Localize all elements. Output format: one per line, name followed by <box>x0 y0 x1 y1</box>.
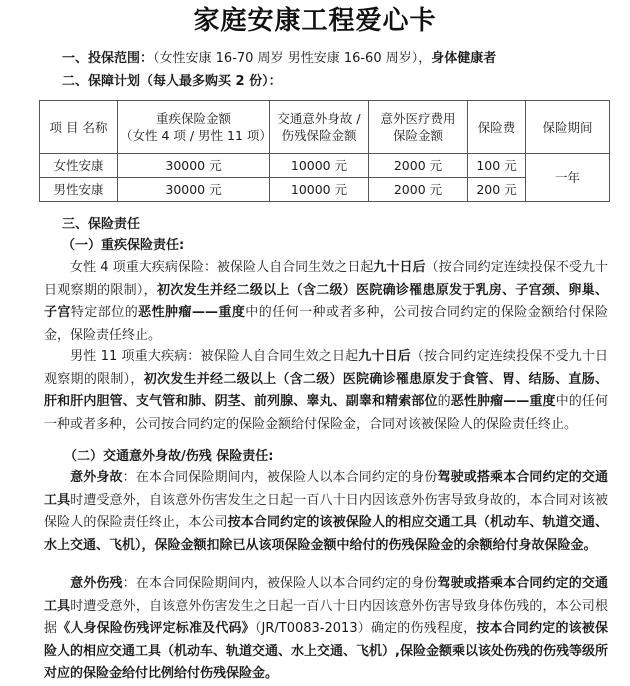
disability-label: 意外伤残 <box>70 576 123 591</box>
row-traffic: 10000 元 <box>270 154 369 178</box>
row-name: 女性安康 <box>40 154 118 178</box>
col-traffic-accident-line1: 交通意外身故 / <box>277 111 361 126</box>
row-premium: 100 元 <box>468 154 526 178</box>
female-bold-3: 恶性肿瘤——重度 <box>138 305 246 320</box>
disability-bold-3: 按本合同约定的该被保险人的相应交通工具（机动车、轨道交通、水上交通、飞机）,保险金额乘以该处伤残的伤残等级所对应的保险金给付比例给付伤残保险金。 <box>44 621 608 681</box>
col-premium: 保险费 <box>468 101 526 154</box>
accidental-disability-paragraph <box>44 573 608 686</box>
male-bold-2: 初次发生并经二级以上（含二级）医院确诊罹患原发于食管、胃、结肠、直肠、肝和肝内胆管、支气管和肺、阴茎、前列腺、睾丸、副睾和精索部位 <box>44 371 608 409</box>
disability-bold-2: 《人身保险伤残评定标准及代码》 <box>57 621 255 636</box>
death-label: 意外身故 <box>70 470 123 485</box>
female-bold-2: 初次发生并经二级以上（含二级）医院确诊罹患原发于乳房、子宫颈、卵巢、子宫 <box>44 282 608 320</box>
plan-heading: 二、保障计划（每人最多购买 2 份）： <box>62 74 282 89</box>
female-text-3: 特定部位的 <box>70 305 139 320</box>
male-critical-paragraph <box>44 346 608 436</box>
death-text-2: 时遭受意外，自该意外伤害发生之日起一百八十日内因该意外伤害导致身故的，本合同对该被保险人的保险责任终止，本公司 <box>44 492 608 530</box>
male-text-1: 男性 11 项重大疾病：被保险人自合同生效之日起 <box>70 349 359 364</box>
row-critical: 30000 元 <box>118 154 270 178</box>
disability-bold-1: 驾驶或搭乘本合同约定的交通工具 <box>44 576 608 614</box>
liability-heading: 三、保险责任 <box>62 217 141 232</box>
female-text-1: 女性 4 项重大疾病保险：被保险人自合同生效之日起 <box>70 260 374 275</box>
coverage-scope-text: （女性安康 16-70 周岁 男性安康 16-60 周岁）， <box>153 51 432 66</box>
table-header-row <box>40 101 610 154</box>
col-traffic-accident-line2: 伤残保险金额 <box>281 128 357 143</box>
card-title: 家庭安康工程爱心卡 <box>193 6 437 36</box>
row-critical: 30000 元 <box>118 178 270 202</box>
death-text-1: ：在本合同保险期间内，被保险人以本合同约定的身份 <box>122 470 438 485</box>
male-bold-1: 九十日后 <box>358 349 411 364</box>
accidental-death-paragraph <box>44 467 608 557</box>
female-text-4: 中的任何一种或者多种，公司按合同约定的保险金额给付保险金，保险责任终止。 <box>44 305 608 343</box>
male-bold-3: 恶性肿瘤——重度 <box>450 394 556 409</box>
disability-text-3: （JR/T0083-2013）确定的伤残程度， <box>254 621 477 636</box>
female-text-2: （按合同约定连续投保不受九十日观察期的限制）， <box>44 260 608 298</box>
col-medical <box>369 101 468 154</box>
row-medical: 2000 元 <box>369 154 468 178</box>
male-text-2: （按合同约定连续投保不受九十日观察期的限制）， <box>44 349 608 387</box>
coverage-scope-condition: 身体健康者 <box>431 51 497 66</box>
traffic-accident-subheading: （二）交通意外身故/伤残 保险责任: <box>64 449 274 464</box>
female-critical-paragraph <box>44 257 608 347</box>
plan-table <box>39 100 610 202</box>
row-name: 男性安康 <box>40 178 118 202</box>
coverage-scope-heading: 一、投保范围： <box>62 51 154 66</box>
col-critical-illness-line1: 重疾保险金额 <box>155 111 231 126</box>
critical-illness-subheading: （一）重疾保险责任: <box>62 238 185 253</box>
death-bold-1: 驾驶或搭乘本合同约定的交通工具 <box>44 470 608 508</box>
col-critical-illness-line2: （女性 4 项 / 男性 11 项） <box>120 128 272 143</box>
female-bold-1: 九十日后 <box>373 260 426 275</box>
row-premium: 200 元 <box>468 178 526 202</box>
row-period: 一年 <box>526 154 610 202</box>
table-row <box>40 178 610 202</box>
col-period: 保险期间 <box>526 101 610 154</box>
row-medical: 2000 元 <box>369 178 468 202</box>
col-critical-illness <box>118 101 270 154</box>
table-row <box>40 154 610 178</box>
disability-text-1: ：在本合同保险期间内，被保险人以本合同约定的身份 <box>122 576 438 591</box>
col-medical-line2: 保险金额 <box>392 128 443 143</box>
col-traffic-accident <box>270 101 369 154</box>
disability-text-2: 时遭受意外，自该意外伤害发生之日起一百八十日内因该意外伤害导致身体伤残的，本公司根据 <box>44 598 608 636</box>
col-item-name: 项 目 名称 <box>40 101 118 154</box>
row-traffic: 10000 元 <box>270 178 369 202</box>
col-medical-line1: 意外医疗费用 <box>380 111 456 126</box>
male-text-4: 中的任何一种或者多种，公司按合同约定的保险金额给付保险金，合同对该被保险人的保险责任终止。 <box>44 394 608 432</box>
male-text-3: 的 <box>437 394 451 409</box>
death-bold-2: 按本合同约定的该被保险人的相应交通工具（机动车、轨道交通、水上交通、飞机），保险金额扣除已从该项保险金额中给付的伤残保险金的余额给付身故保险金。 <box>44 515 608 553</box>
coverage-scope-line <box>62 50 496 68</box>
